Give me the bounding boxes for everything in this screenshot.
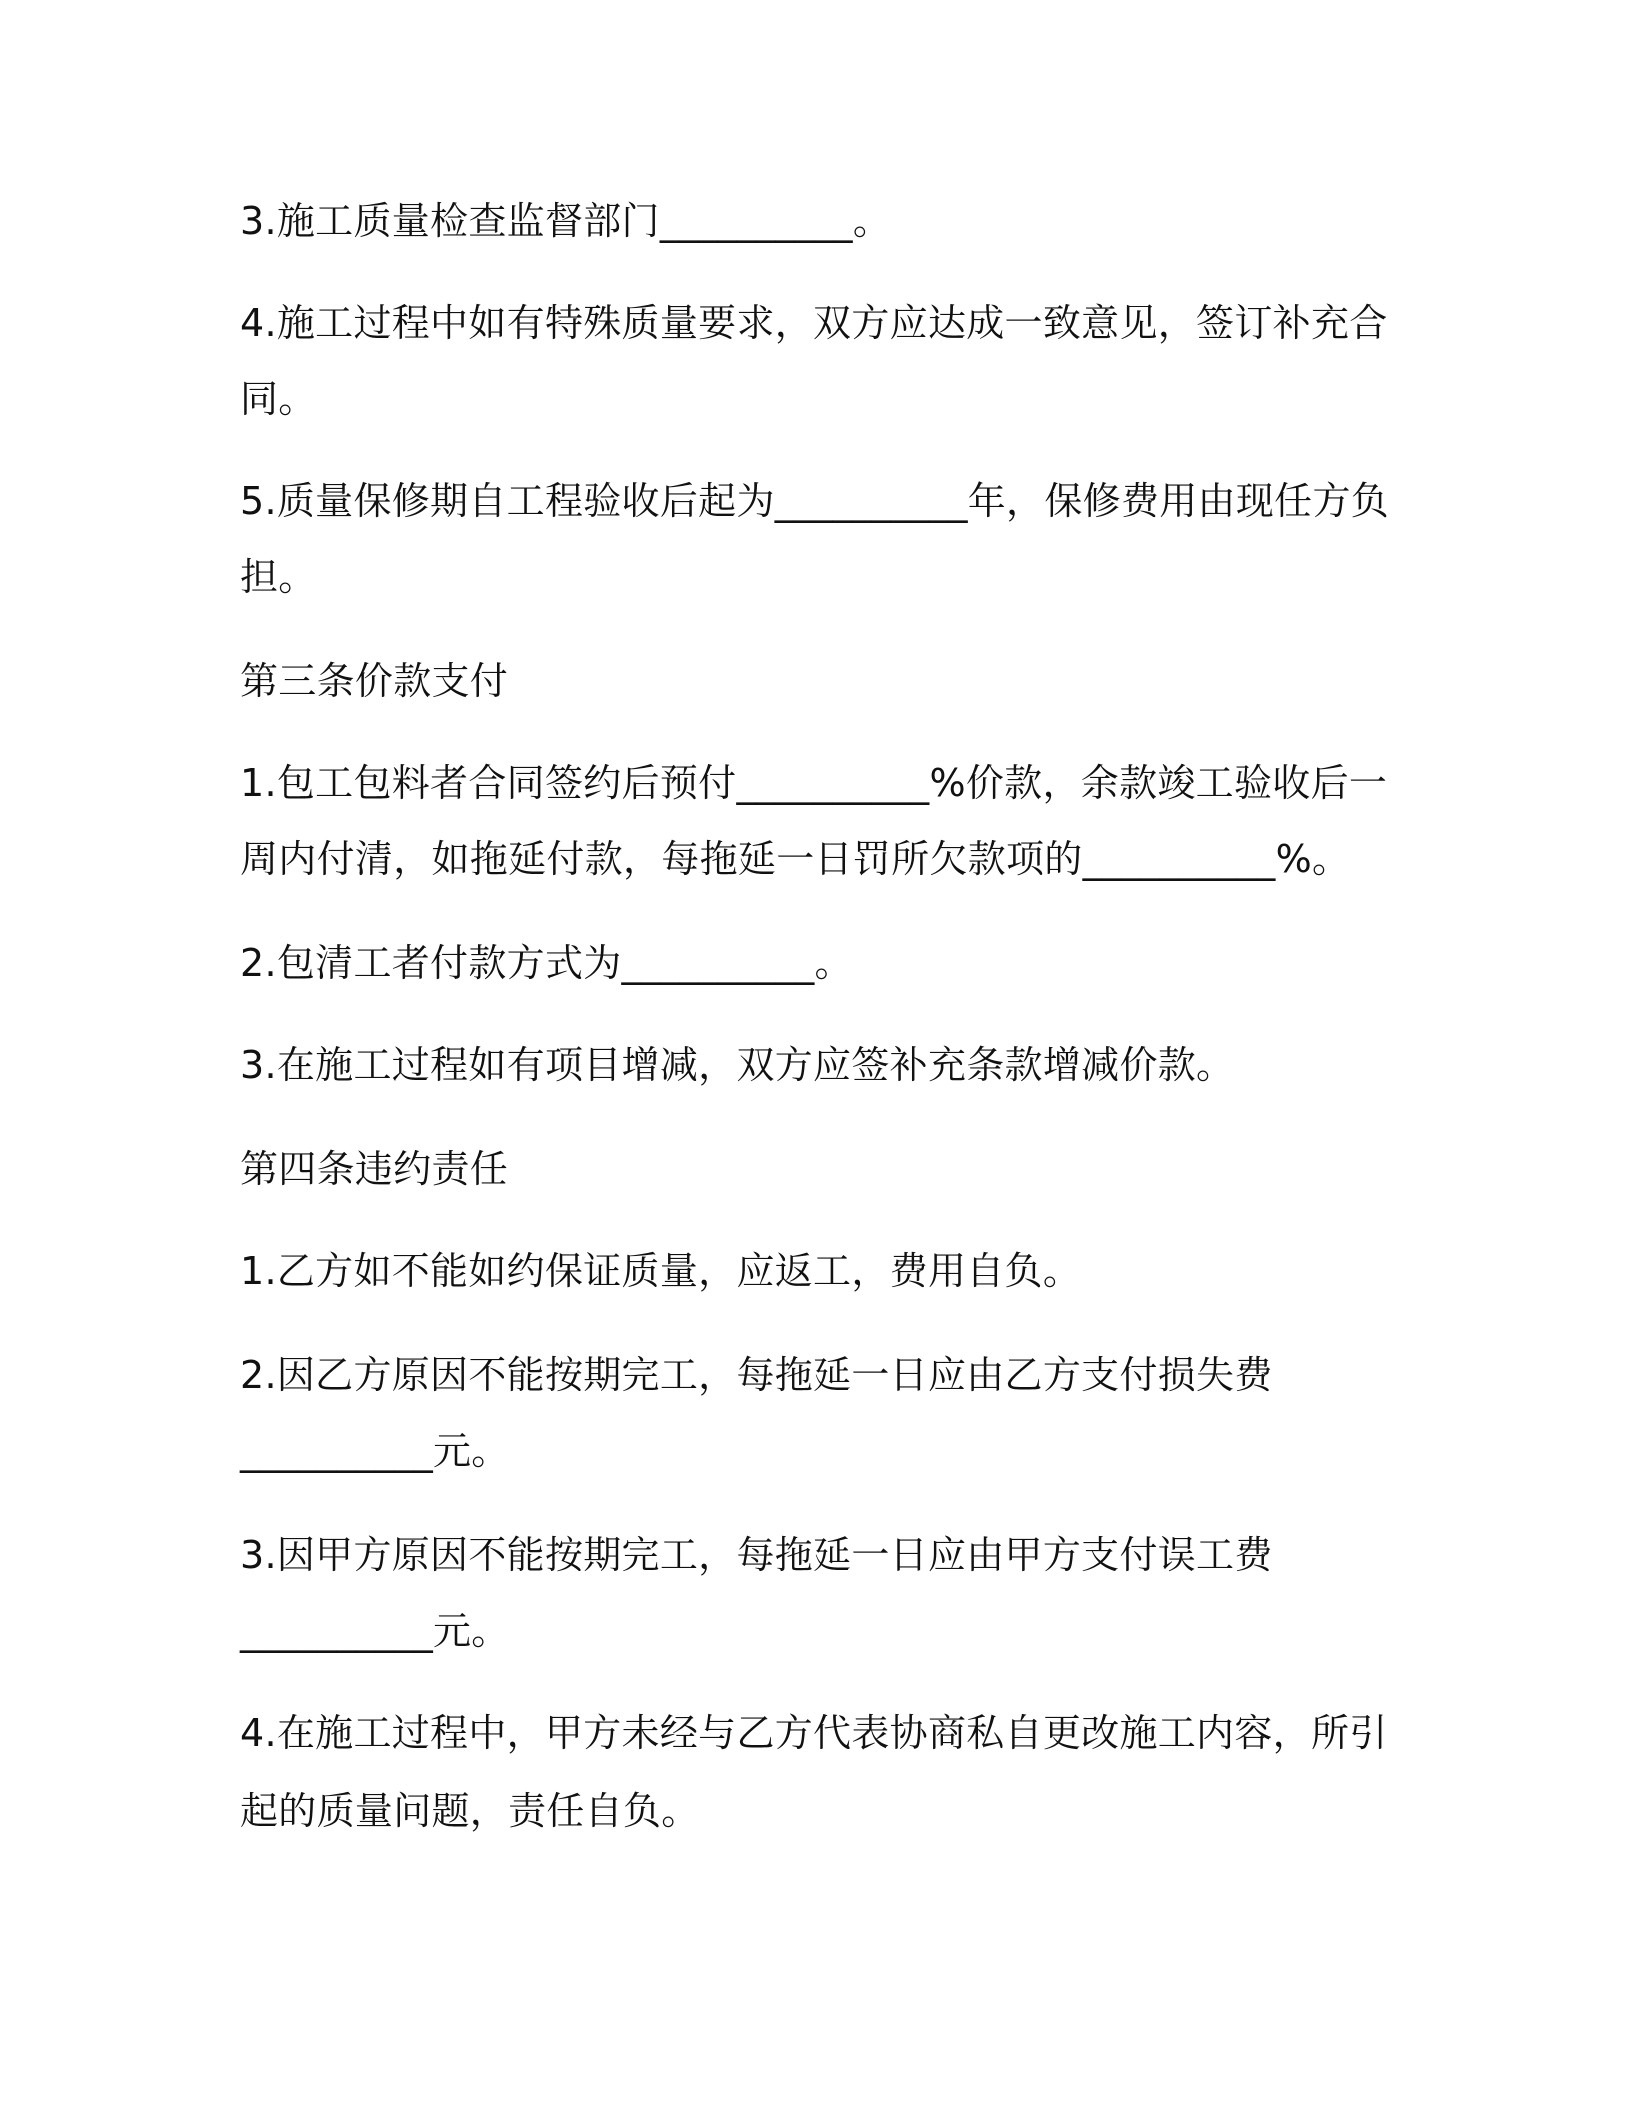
clause-party-a-delay-line-1: 3.因甲方原因不能按期完工，每拖延一日应由甲方支付误工费 <box>240 1533 1273 1577</box>
clause-warranty-line-1: 5.质量保修期自工程验收后起为__________年，保修费用由现任方负 <box>240 479 1390 523</box>
clause-special-quality-line-1: 4.施工过程中如有特殊质量要求，双方应达成一致意见，签订补充合 <box>240 301 1388 345</box>
clause-labor-payment: 2.包清工者付款方式为__________。 <box>240 941 853 985</box>
clause-prepayment-line-1: 1.包工包料者合同签约后预付__________%价款，余款竣工验收后一 <box>240 761 1388 805</box>
clause-special-quality-line-2: 同。 <box>240 377 317 421</box>
clause-rework: 1.乙方如不能如约保证质量，应返工，费用自负。 <box>240 1249 1082 1293</box>
clause-unauthorized-change-line-2: 起的质量问题，责任自负。 <box>240 1789 700 1833</box>
clause-party-b-delay-line-1: 2.因乙方原因不能按期完工，每拖延一日应由乙方支付损失费 <box>240 1353 1273 1397</box>
section-heading-liability: 第四条违约责任 <box>240 1147 509 1191</box>
clause-quality-inspection: 3.施工质量检查监督部门__________。 <box>240 199 892 243</box>
clause-warranty-line-2: 担。 <box>240 555 317 599</box>
clause-price-adjustment: 3.在施工过程如有项目增减，双方应签补充条款增减价款。 <box>240 1043 1235 1087</box>
clause-unauthorized-change-line-1: 4.在施工过程中，甲方未经与乙方代表协商私自更改施工内容，所引 <box>240 1711 1388 1755</box>
clause-party-a-delay-line-2: __________元。 <box>240 1609 510 1653</box>
section-heading-payment: 第三条价款支付 <box>240 659 509 703</box>
clause-party-b-delay-line-2: __________元。 <box>240 1429 510 1473</box>
clause-prepayment-line-2: 周内付清，如拖延付款，每拖延一日罚所欠款项的__________%。 <box>240 837 1351 881</box>
